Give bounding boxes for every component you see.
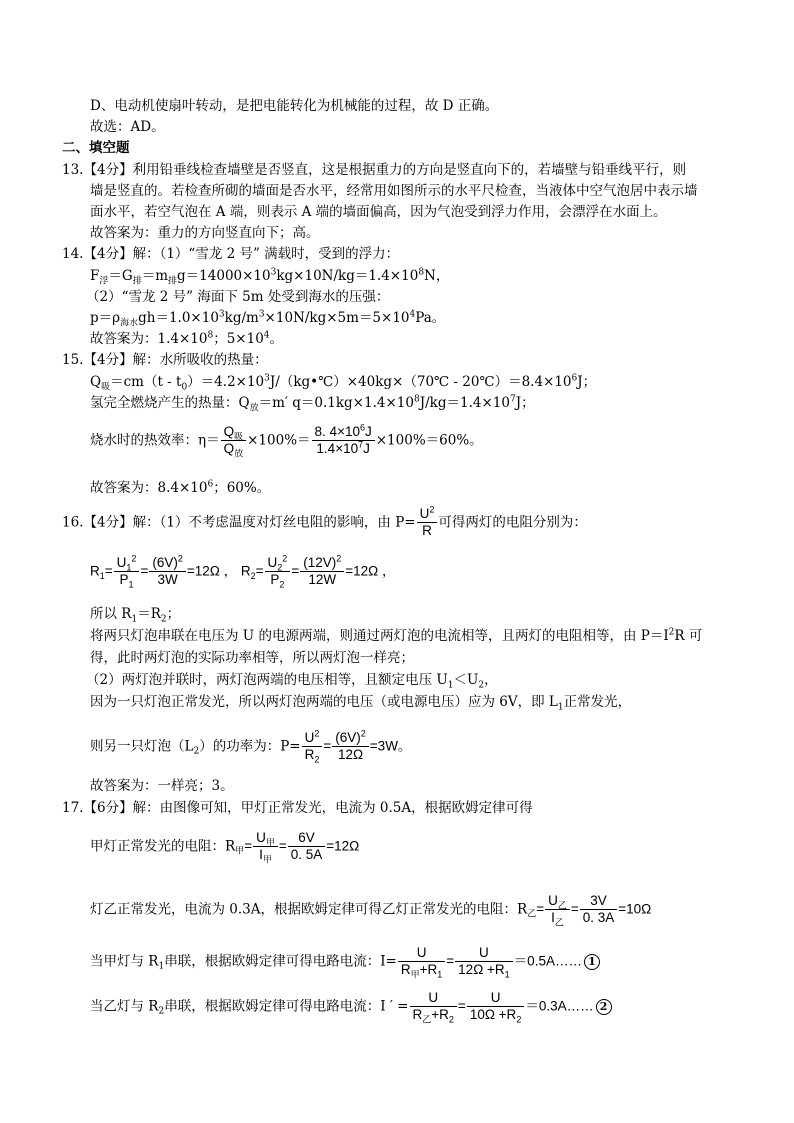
formula-part: ＝cm（t - t [110, 374, 182, 390]
q17-text: 解：由图像可知，甲灯正常发光，电流为 0.5A，根据欧姆定律可得 [132, 800, 533, 816]
subscript: 甲 [265, 837, 275, 848]
formula-part: (6V) [335, 730, 361, 745]
subscript: 海水 [120, 318, 139, 329]
denominator [114, 571, 140, 588]
formula-part: =12Ω ， [186, 563, 238, 579]
formula-label: 当甲灯与 R [90, 953, 159, 970]
superscript: 2 [314, 728, 320, 739]
q15-heat-released [90, 393, 535, 413]
numerator [417, 506, 438, 522]
q14-line3: （2）“雪龙 2 号” 海面下 5m 处受到海水的压强： [86, 289, 390, 305]
q14-answer [90, 329, 283, 349]
formula-part: R [304, 747, 315, 762]
text-part: R 可 [674, 628, 703, 644]
denominator [265, 571, 291, 588]
formula-part: 氢完全燃烧产生的热量：Q [90, 395, 250, 411]
fraction [300, 555, 344, 588]
answer-part: ；60%。 [213, 480, 271, 496]
formula-part: R [412, 1007, 423, 1022]
formula-part: =3W。 [369, 738, 412, 754]
fraction [545, 893, 570, 926]
numerator [332, 730, 369, 746]
formula-part: 10Ω +R [469, 1007, 517, 1022]
q16-answer: 故答案为：一样亮；3。 [90, 778, 234, 794]
fraction [302, 730, 323, 763]
subscript: 吸 [101, 382, 111, 393]
subscript: 1 [131, 614, 138, 625]
text-part: 因为一只灯泡正常发光，所以两灯泡两端的电压（或电源电压）应为 6V，即 L [90, 694, 558, 710]
denominator [467, 1006, 525, 1023]
numerator [302, 730, 323, 746]
subscript: 放 [249, 403, 259, 414]
denominator: R [417, 522, 438, 539]
subscript: 2 [448, 1014, 454, 1025]
formula-part: = [104, 563, 113, 579]
answer-part: ；5×10 [213, 331, 264, 347]
formula-part: g＝14000×10 [177, 268, 271, 284]
q13-line1 [62, 160, 686, 180]
numerator [545, 893, 570, 909]
formula-part: = [323, 738, 332, 754]
subscript: 1 [557, 702, 564, 713]
score-tag: 【4分】 [83, 514, 133, 531]
subscript: 1 [437, 969, 443, 980]
fraction [417, 506, 438, 539]
q16-series-line2: 得，此时两灯泡的实际功率相等，所以两灯泡一样亮； [90, 650, 414, 666]
formula-part: R [400, 962, 411, 977]
superscript: 3 [270, 267, 277, 278]
subscript: 2 [193, 746, 200, 757]
superscript: 2 [668, 627, 675, 638]
formula-part: Q [223, 441, 235, 456]
subscript: 2 [314, 754, 320, 765]
score-tag: 【4分】 [83, 162, 133, 178]
q14-buoyancy-formula [90, 266, 449, 286]
fraction [265, 555, 291, 588]
formula-part: ＝0.3A…… [525, 998, 594, 1014]
text-part: 将两只灯泡串联在电压为 U 的电源两端，则通过两灯泡的电流相等，且两灯的电阻相等，由 P＝I [90, 628, 669, 644]
formula-part: J [363, 441, 370, 456]
superscript: 6 [207, 479, 214, 490]
numerator: 6V [298, 830, 315, 845]
numerator: U [479, 945, 489, 960]
denominator: 12W [300, 571, 344, 588]
numerator [221, 424, 247, 440]
formula-part: 1.4×10 [316, 441, 359, 456]
subscript: 2 [279, 579, 285, 590]
q13-line3: 面水平，若空气泡在 A 端，则表示 A 端的墙面偏高，因为气泡受到浮力作用，会漂浮在水面上。 [90, 204, 667, 220]
numerator: 3V [590, 893, 607, 908]
formula-part: Q [90, 374, 102, 390]
denominator [455, 961, 513, 978]
denominator [398, 961, 445, 978]
superscript: 7 [509, 394, 516, 405]
subscript: 1 [504, 969, 510, 980]
q17-series-yi [90, 990, 612, 1023]
formula-part: ×100%＝60%。 [375, 432, 483, 449]
section-title: 二、填空题 [62, 140, 130, 156]
q13-text: 利用铅垂线检查墙壁是否竖直，这是根据重力的方向是竖直向下的，若墙壁与铅垂线平行，则 [132, 162, 687, 178]
text-part: 正常发光， [563, 694, 632, 710]
formula-part: Pa。 [415, 310, 446, 326]
q17-line1 [62, 798, 533, 818]
q16-other-power-formula [90, 730, 411, 763]
fraction [467, 990, 525, 1023]
subscript: 甲 [262, 854, 272, 865]
numerator [300, 555, 344, 571]
superscript: 8 [207, 330, 214, 341]
numerator: U [416, 945, 427, 960]
subscript: 1 [158, 961, 165, 972]
superscript: 2 [360, 728, 366, 739]
q16-line1 [62, 506, 587, 539]
q15-answer [90, 478, 270, 498]
formula-part: P [270, 572, 280, 587]
subscript: 2 [158, 1006, 165, 1017]
formula-part: R [90, 563, 100, 579]
q16-conclusion [90, 604, 180, 624]
denominator: 0. 3A [580, 909, 618, 926]
formula-part: = [278, 838, 287, 854]
formula-part: kg×10N/kg＝1.4×10 [276, 268, 419, 284]
fraction [455, 945, 513, 978]
subscript: 1 [126, 562, 132, 573]
subscript: 排 [168, 276, 178, 287]
formula-part: U [419, 506, 430, 521]
q16-normal-line [90, 692, 631, 712]
formula-part: gh＝1.0×10 [138, 310, 219, 326]
superscript: 2 [282, 553, 288, 564]
fraction [410, 990, 457, 1023]
formula-part: = [457, 998, 466, 1014]
formula-part: = [291, 563, 300, 579]
superscript: 2 [177, 553, 183, 564]
superscript: 3 [264, 373, 270, 384]
subscript: 2 [277, 562, 283, 573]
subscript: 乙 [422, 1014, 432, 1025]
superscript: 6 [359, 422, 365, 433]
score-tag: 【4分】 [83, 352, 133, 368]
subscript: 排 [132, 276, 142, 287]
text-part: ； [166, 606, 181, 622]
q13-answer: 故答案为：重力的方向竖直向下；高。 [90, 225, 320, 241]
superscript: 2 [131, 553, 137, 564]
formula-part: R [240, 563, 251, 579]
q16-resistance-formulas [90, 555, 395, 588]
subscript: 0 [181, 382, 188, 393]
text-part: 则另一只灯泡（L [90, 738, 194, 755]
formula-part: I [551, 910, 555, 925]
option-d-line: D、电动机使扇叶转动，是把电能转化为机械能的过程，故 D 正确。 [90, 98, 499, 114]
fraction [398, 945, 445, 978]
q14-line1 [62, 244, 399, 264]
formula-part: U [256, 830, 266, 845]
subscript: 1 [99, 570, 105, 581]
formula-part: U [267, 555, 278, 570]
formula-label: 串联，根据欧姆定律可得电路电流：I ′ = [164, 998, 409, 1015]
subscript: 1 [447, 680, 454, 691]
subscript: 放 [234, 448, 244, 459]
numerator [114, 555, 140, 571]
formula-part: = [255, 563, 264, 579]
question-number: 17. [62, 800, 84, 816]
formula-part: = [570, 901, 579, 917]
formula-part: p＝ρ [90, 310, 121, 326]
formula-part: J/kg＝1.4×10 [419, 395, 510, 411]
formula-part: =12Ω ， [345, 563, 396, 579]
numerator [253, 830, 278, 846]
formula-part: (6V) [152, 555, 178, 570]
intro-answer: 故选：AD。 [90, 119, 165, 135]
formula-part: = [140, 563, 149, 579]
formula-part: U [548, 893, 558, 908]
subscript: 2 [160, 614, 167, 625]
fraction [288, 830, 326, 863]
fraction [221, 424, 247, 457]
answer-part: 故答案为：1.4×10 [90, 331, 208, 347]
subscript: 甲 [410, 969, 420, 980]
formula-part: ）＝4.2×10 [187, 374, 265, 390]
text-part: ）的功率为：P= [199, 738, 301, 755]
formula-part: U [116, 555, 127, 570]
subscript: 吸 [234, 431, 244, 442]
fraction [149, 555, 186, 588]
subscript: 2 [516, 1014, 522, 1025]
denominator [253, 846, 278, 863]
circled-number-1: 1 [584, 954, 600, 970]
superscript: 2 [336, 553, 342, 564]
fraction [312, 424, 375, 457]
q16-text: 可得两灯的电阻分别为： [438, 514, 587, 531]
subscript: 2 [250, 570, 256, 581]
numerator: U [428, 990, 439, 1005]
question-number: 16. [62, 514, 84, 531]
formula-part: J； [515, 395, 535, 411]
subscript: 乙 [554, 917, 564, 928]
formula-part: +R [431, 1007, 449, 1022]
q15-heat-absorbed [90, 372, 596, 392]
q17-resistance-jia [90, 830, 359, 863]
text-part: ＝R [137, 606, 161, 622]
formula-part: P [119, 572, 129, 587]
q15-text: 解：水所吸收的热量： [132, 352, 268, 368]
numerator [312, 424, 375, 440]
q17-resistance-yi [90, 893, 651, 926]
q16-parallel-line [86, 670, 498, 690]
superscript: 7 [358, 439, 364, 450]
denominator: 0. 5A [288, 846, 326, 863]
fraction [580, 893, 618, 926]
formula-part: ＝m′ q＝0.1kg×1.4×10 [258, 395, 414, 411]
superscript: 8 [413, 394, 420, 405]
answer-part: 。 [269, 331, 284, 347]
formula-part: (12V) [303, 555, 337, 570]
superscript: 3 [258, 309, 265, 320]
denominator [545, 909, 570, 926]
circled-number-2: 2 [596, 999, 612, 1015]
superscript: 4 [263, 330, 270, 341]
formula-part: J [364, 424, 372, 439]
formula-label: 烧水时的热效率：η＝ [90, 432, 220, 449]
text-part: ， [484, 672, 498, 688]
numerator [149, 555, 186, 571]
formula-part: = [446, 953, 455, 969]
superscript: 3 [218, 309, 225, 320]
formula-label: 串联，根据欧姆定律可得电路电流：I= [164, 953, 397, 970]
superscript: 8 [418, 267, 425, 278]
fraction [253, 830, 278, 863]
formula-part: ＝G [108, 268, 133, 284]
question-number: 15. [62, 352, 84, 368]
denominator [302, 746, 323, 763]
formula-part: 8. 4×10 [314, 424, 360, 439]
question-number: 13. [62, 162, 84, 178]
subscript: 2 [478, 680, 485, 691]
fraction [114, 555, 140, 588]
text-part: ＜U [453, 672, 479, 688]
numerator [265, 555, 291, 571]
formula-part: ×10N/kg×5m＝5×10 [264, 310, 410, 326]
denominator [221, 440, 247, 457]
subscript: 乙 [557, 900, 567, 911]
q16-series-line1 [90, 626, 702, 646]
denominator [312, 440, 375, 457]
q15-line1 [62, 350, 268, 370]
formula-part: = [536, 901, 545, 917]
subscript: 浮 [99, 276, 109, 287]
text-part: （2）两灯泡并联时，两灯泡两端的电压相等，且额定电压 U [86, 672, 448, 688]
score-tag: 【6分】 [83, 800, 133, 816]
formula-part: kg/m [224, 310, 259, 326]
formula-part: I [259, 847, 263, 862]
formula-part: +R [419, 962, 438, 977]
answer-part: 故答案为：8.4×10 [90, 480, 208, 496]
q13-line2: 墙是竖直的。若检查所砌的墙面是否水平，经常用如图所示的水平尺检查，当液体中空气泡居中表示墙 [90, 183, 698, 199]
denominator: 12Ω [332, 746, 369, 763]
q15-efficiency-formula [90, 424, 483, 457]
question-number: 14. [62, 246, 84, 262]
subscript: 乙 [527, 909, 537, 920]
text-part: 所以 R [90, 606, 132, 622]
subscript: 1 [128, 579, 134, 590]
superscript: 6 [571, 373, 578, 384]
formula-part: J/（kg•℃）×40kg×（70℃ - 20℃）＝8.4×10 [269, 374, 572, 390]
formula-part: Q [223, 424, 235, 439]
formula-part: 12Ω +R [458, 962, 505, 977]
formula-label: 当乙灯与 R [90, 998, 159, 1015]
formula-part: N， [424, 268, 450, 284]
formula-part: ×100%＝ [247, 432, 311, 449]
q14-text: 解：（1）“雪龙 2 号” 满载时，受到的浮力： [132, 246, 400, 262]
numerator: U [490, 990, 501, 1005]
formula-label: 灯乙正常发光，电流为 0.3A，根据欧姆定律可得乙灯正常发光的电阻：R [90, 901, 528, 918]
q16-text: 解：（1）不考虑温度对灯丝电阻的影响，由 P= [132, 514, 416, 531]
score-tag: 【4分】 [83, 246, 133, 262]
formula-part: U [304, 730, 315, 745]
subscript: 甲 [235, 846, 245, 857]
superscript: 2 [429, 504, 435, 515]
denominator: 3W [149, 571, 186, 588]
formula-part: ＝0.5A…… [513, 953, 582, 969]
formula-part: =12Ω [326, 838, 360, 854]
fraction [332, 730, 369, 763]
q17-series-jia [90, 945, 600, 978]
formula-part: =10Ω [618, 901, 652, 917]
formula-part: J； [577, 374, 597, 390]
q14-pressure-formula [90, 308, 445, 328]
formula-part: F [90, 268, 100, 284]
formula-label: 甲灯正常发光的电阻：R [90, 838, 236, 855]
formula-part: = [244, 838, 253, 854]
superscript: 4 [409, 309, 416, 320]
formula-part: ＝m [141, 268, 169, 284]
denominator [410, 1006, 457, 1023]
